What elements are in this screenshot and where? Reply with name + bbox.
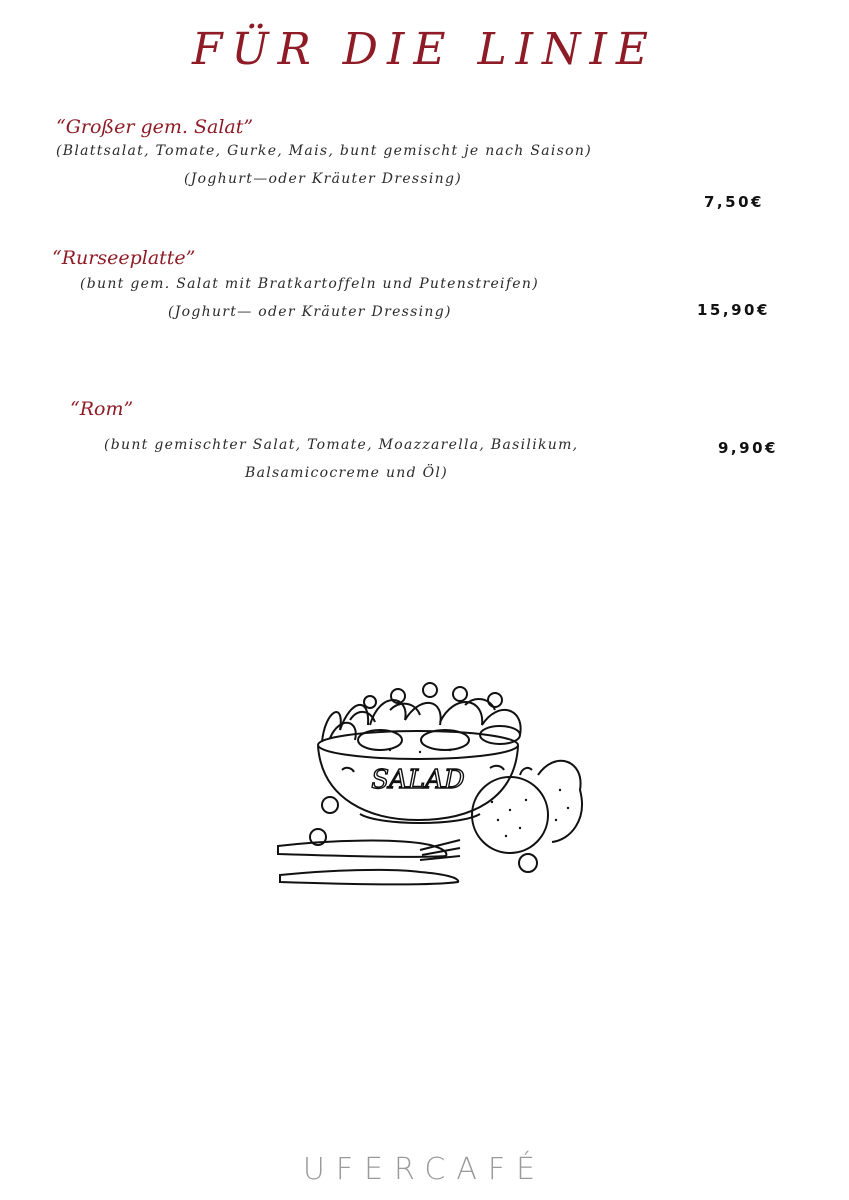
item-description-line1: (bunt gem. Salat mit Bratkartoffeln und Putenstreifen) bbox=[80, 276, 539, 292]
bowl-label: SALAD bbox=[371, 765, 465, 795]
item-name-rurseeplatte: “Rurseeplatte” bbox=[52, 247, 196, 269]
footer-brand: UFERCAFÉ bbox=[302, 1152, 547, 1187]
item-name-rom: “Rom” bbox=[70, 398, 134, 420]
salad-bowl-illustration bbox=[270, 680, 590, 890]
page-title: FÜR DIE LINIE bbox=[191, 24, 658, 75]
item-description-line1: (Blattsalat, Tomate, Gurke, Mais, bunt gemischt je nach Saison) bbox=[56, 143, 592, 159]
item-description-line2: (Joghurt— oder Kräuter Dressing) bbox=[168, 304, 452, 320]
item-name-grosser-salat: “Großer gem. Salat” bbox=[56, 116, 254, 138]
item-description-line2: Balsamicocreme und Öl) bbox=[245, 465, 448, 481]
item-price: 15,90€ bbox=[697, 301, 770, 319]
item-price: 9,90€ bbox=[718, 439, 778, 457]
item-price: 7,50€ bbox=[704, 193, 764, 211]
item-description-line2: (Joghurt—oder Kräuter Dressing) bbox=[184, 171, 462, 187]
item-description-line1: (bunt gemischter Salat, Tomate, Moazzarella, Basilikum, bbox=[104, 437, 579, 453]
